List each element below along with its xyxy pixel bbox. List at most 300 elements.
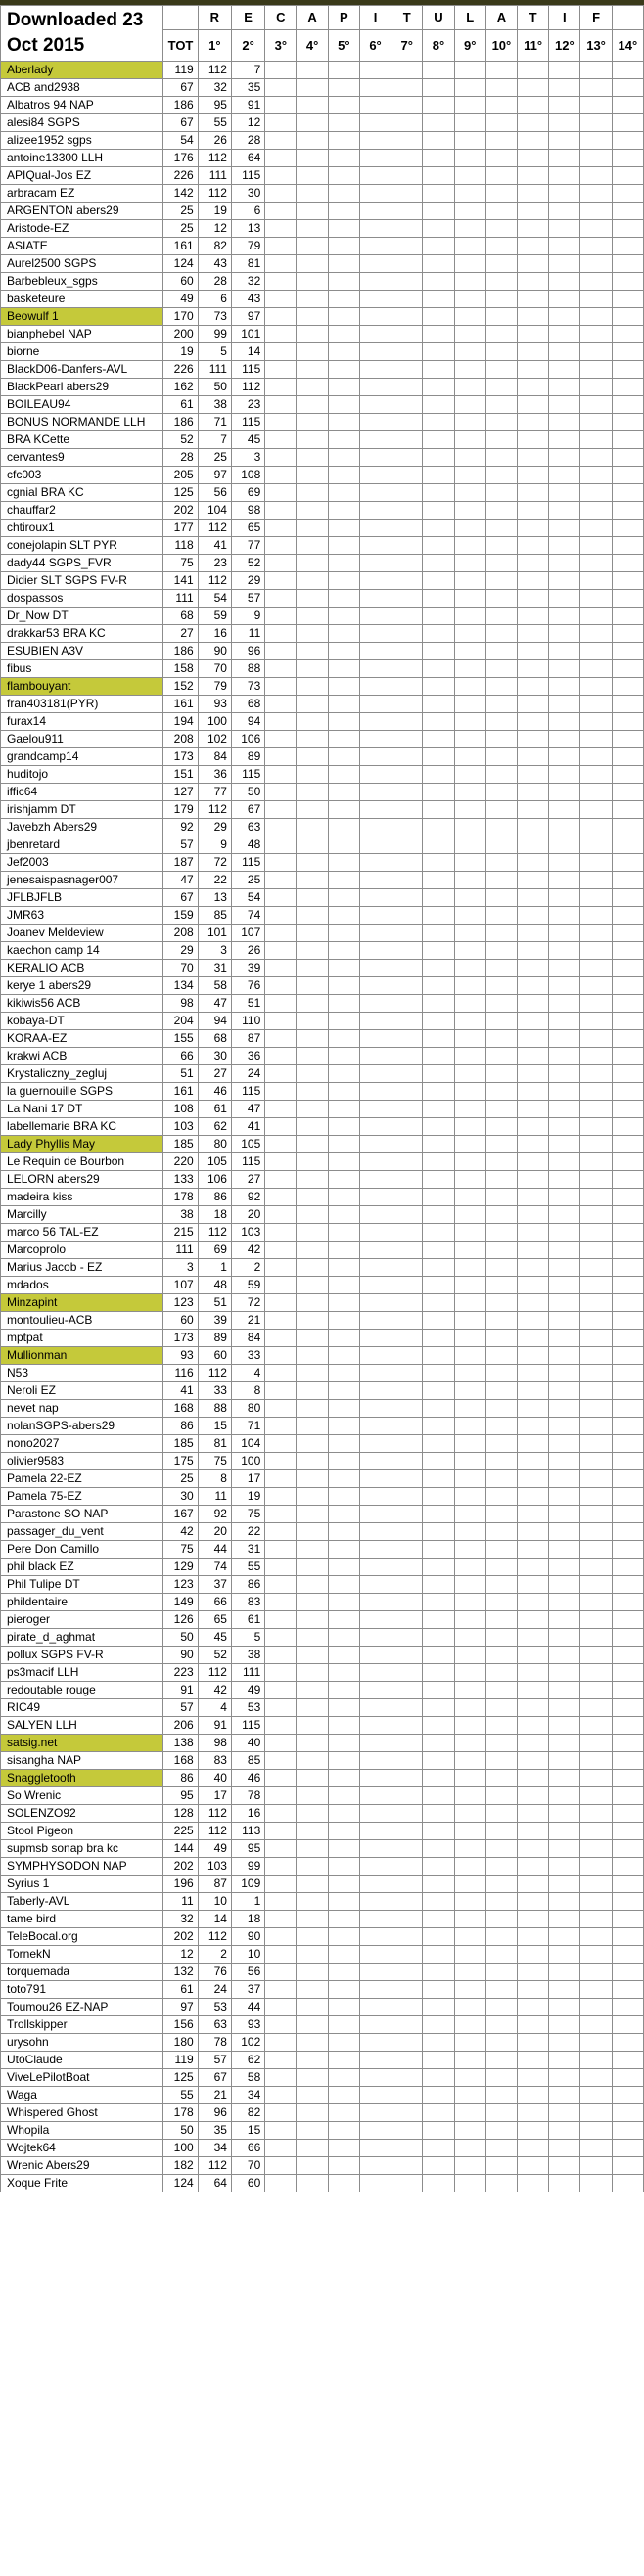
skipper-name: toto791	[1, 1981, 163, 1999]
empty-round-cell	[454, 1206, 485, 1224]
empty-round-cell	[359, 590, 391, 608]
empty-round-cell	[423, 1823, 454, 1840]
empty-round-cell	[265, 484, 297, 502]
total-cell: 179	[163, 801, 198, 819]
round-2-cell: 50	[231, 784, 264, 801]
empty-round-cell	[580, 1964, 612, 1981]
empty-round-cell	[485, 1083, 517, 1101]
total-cell: 68	[163, 608, 198, 625]
empty-round-cell	[423, 396, 454, 414]
empty-round-cell	[580, 925, 612, 942]
round-2-cell: 49	[231, 1682, 264, 1699]
skipper-name: Xoque Frite	[1, 2175, 163, 2192]
empty-round-cell	[454, 1506, 485, 1523]
empty-round-cell	[612, 1506, 643, 1523]
recap-letter: A	[485, 6, 517, 30]
round-2-cell: 115	[231, 1153, 264, 1171]
empty-round-cell	[265, 2069, 297, 2087]
empty-round-cell	[359, 520, 391, 537]
empty-round-cell	[485, 1171, 517, 1189]
empty-round-cell	[549, 1470, 580, 1488]
recap-letter: U	[423, 6, 454, 30]
table-row	[1, 1365, 644, 1382]
total-cell: 176	[163, 150, 198, 167]
empty-round-cell	[549, 731, 580, 748]
round-2-cell: 15	[231, 2122, 264, 2140]
empty-round-cell	[485, 1065, 517, 1083]
empty-round-cell	[580, 1911, 612, 1928]
round-2-cell: 108	[231, 467, 264, 484]
empty-round-cell	[518, 1418, 549, 1435]
empty-round-cell	[580, 1312, 612, 1330]
round-1-cell: 3	[198, 942, 231, 960]
empty-round-cell	[423, 273, 454, 291]
empty-round-cell	[580, 449, 612, 467]
empty-round-cell	[549, 942, 580, 960]
empty-round-cell	[328, 291, 359, 308]
empty-round-cell	[580, 555, 612, 572]
empty-round-cell	[549, 520, 580, 537]
empty-round-cell	[518, 1435, 549, 1453]
empty-round-cell	[454, 1013, 485, 1030]
skipper-name: Joanev Meldeview	[1, 925, 163, 942]
table-row	[1, 379, 644, 396]
empty-round-cell	[580, 1418, 612, 1435]
empty-round-cell	[485, 572, 517, 590]
empty-round-cell	[580, 1382, 612, 1400]
round-2-cell: 89	[231, 748, 264, 766]
empty-round-cell	[265, 713, 297, 731]
empty-round-cell	[518, 2034, 549, 2052]
empty-round-cell	[265, 1136, 297, 1153]
empty-round-cell	[265, 1206, 297, 1224]
round-1-cell: 17	[198, 1787, 231, 1805]
total-cell: 194	[163, 713, 198, 731]
empty-round-cell	[423, 1858, 454, 1876]
empty-round-cell	[297, 836, 328, 854]
empty-round-cell	[423, 1770, 454, 1787]
empty-round-cell	[580, 1594, 612, 1611]
round-1-cell: 30	[198, 1048, 231, 1065]
round-2-cell: 115	[231, 361, 264, 379]
skipper-name: phil black EZ	[1, 1559, 163, 1576]
skipper-name: tame bird	[1, 1911, 163, 1928]
round-2-cell: 109	[231, 1876, 264, 1893]
empty-round-cell	[518, 1277, 549, 1294]
table-row	[1, 731, 644, 748]
empty-round-cell	[297, 1594, 328, 1611]
empty-round-cell	[612, 748, 643, 766]
empty-round-cell	[485, 273, 517, 291]
empty-round-cell	[454, 220, 485, 238]
round-1-cell: 51	[198, 1294, 231, 1312]
empty-round-cell	[359, 431, 391, 449]
empty-round-cell	[580, 1787, 612, 1805]
empty-round-cell	[580, 696, 612, 713]
round-2-cell: 68	[231, 696, 264, 713]
empty-round-cell	[580, 1153, 612, 1171]
total-cell: 202	[163, 1858, 198, 1876]
empty-round-cell	[328, 1647, 359, 1664]
empty-round-cell	[359, 572, 391, 590]
round-1-cell: 112	[198, 150, 231, 167]
empty-round-cell	[549, 1893, 580, 1911]
empty-round-cell	[612, 167, 643, 185]
empty-round-cell	[454, 431, 485, 449]
empty-round-cell	[391, 643, 423, 660]
empty-round-cell	[423, 660, 454, 678]
empty-round-cell	[454, 114, 485, 132]
round-1-cell: 99	[198, 326, 231, 343]
empty-round-cell	[580, 1506, 612, 1523]
empty-round-cell	[549, 836, 580, 854]
empty-round-cell	[580, 608, 612, 625]
empty-round-cell	[265, 1259, 297, 1277]
total-cell: 47	[163, 872, 198, 889]
empty-round-cell	[328, 1048, 359, 1065]
empty-round-cell	[328, 872, 359, 889]
empty-round-cell	[485, 220, 517, 238]
empty-round-cell	[265, 1400, 297, 1418]
skipper-name: KERALIO ACB	[1, 960, 163, 977]
empty-round-cell	[423, 1083, 454, 1101]
skipper-name: nono2027	[1, 1435, 163, 1453]
empty-round-cell	[549, 414, 580, 431]
empty-round-cell	[423, 1876, 454, 1893]
empty-round-cell	[423, 484, 454, 502]
empty-round-cell	[454, 1576, 485, 1594]
empty-round-cell	[580, 114, 612, 132]
empty-round-cell	[518, 1699, 549, 1717]
empty-round-cell	[265, 220, 297, 238]
skipper-name: labellemarie BRA KC	[1, 1118, 163, 1136]
round-2-cell: 1	[231, 1893, 264, 1911]
empty-round-cell	[423, 1312, 454, 1330]
skipper-name: ps3macif LLH	[1, 1664, 163, 1682]
empty-round-cell	[549, 1752, 580, 1770]
skipper-name: torquemada	[1, 1964, 163, 1981]
empty-round-cell	[454, 1717, 485, 1735]
empty-round-cell	[359, 1999, 391, 2016]
empty-round-cell	[359, 2016, 391, 2034]
empty-round-cell	[518, 1065, 549, 1083]
empty-round-cell	[612, 907, 643, 925]
empty-round-cell	[454, 449, 485, 467]
empty-round-cell	[518, 255, 549, 273]
round-1-cell: 19	[198, 203, 231, 220]
table-row	[1, 1242, 644, 1259]
empty-round-cell	[454, 2087, 485, 2104]
empty-round-cell	[580, 1647, 612, 1664]
empty-round-cell	[328, 1541, 359, 1559]
empty-round-cell	[423, 431, 454, 449]
empty-round-cell	[423, 1259, 454, 1277]
table-row	[1, 396, 644, 414]
empty-round-cell	[454, 1823, 485, 1840]
empty-round-cell	[580, 1735, 612, 1752]
empty-round-cell	[518, 1118, 549, 1136]
empty-round-cell	[612, 1858, 643, 1876]
empty-round-cell	[359, 625, 391, 643]
table-row	[1, 608, 644, 625]
table-row	[1, 2034, 644, 2052]
empty-round-cell	[359, 1876, 391, 1893]
empty-round-cell	[265, 572, 297, 590]
round-2-cell: 105	[231, 1136, 264, 1153]
round-2-cell: 8	[231, 1382, 264, 1400]
empty-round-cell	[549, 1911, 580, 1928]
empty-round-cell	[391, 854, 423, 872]
round-2-cell: 25	[231, 872, 264, 889]
round-2-cell: 115	[231, 1083, 264, 1101]
recap-letter: A	[297, 6, 328, 30]
empty-round-cell	[423, 1699, 454, 1717]
empty-round-cell	[328, 1876, 359, 1893]
empty-round-cell	[297, 819, 328, 836]
empty-round-cell	[454, 1664, 485, 1682]
empty-round-cell	[485, 2034, 517, 2052]
round-1-cell: 111	[198, 361, 231, 379]
empty-round-cell	[297, 1030, 328, 1048]
empty-round-cell	[391, 1030, 423, 1048]
empty-round-cell	[423, 255, 454, 273]
empty-round-cell	[580, 1541, 612, 1559]
empty-round-cell	[580, 572, 612, 590]
empty-round-cell	[391, 1893, 423, 1911]
empty-round-cell	[265, 625, 297, 643]
empty-round-cell	[454, 1294, 485, 1312]
empty-round-cell	[549, 1787, 580, 1805]
empty-round-cell	[485, 62, 517, 79]
table-row	[1, 1647, 644, 1664]
empty-round-cell	[518, 1964, 549, 1981]
round-1-cell: 18	[198, 1206, 231, 1224]
skipper-name: So Wrenic	[1, 1787, 163, 1805]
skipper-name: flambouyant	[1, 678, 163, 696]
empty-round-cell	[328, 308, 359, 326]
page-title: Downloaded 23 Oct 2015	[1, 6, 163, 62]
skipper-name: basketeure	[1, 291, 163, 308]
empty-round-cell	[454, 907, 485, 925]
empty-round-cell	[265, 854, 297, 872]
table-row	[1, 1893, 644, 1911]
empty-round-cell	[580, 1611, 612, 1629]
empty-round-cell	[297, 1787, 328, 1805]
empty-round-cell	[423, 62, 454, 79]
round-2-cell: 54	[231, 889, 264, 907]
empty-round-cell	[485, 1435, 517, 1453]
empty-round-cell	[391, 1611, 423, 1629]
total-cell: 170	[163, 308, 198, 326]
round-1-cell: 62	[198, 1118, 231, 1136]
empty-round-cell	[485, 502, 517, 520]
round-2-cell: 115	[231, 414, 264, 431]
empty-round-cell	[359, 1083, 391, 1101]
total-cell: 173	[163, 1330, 198, 1347]
empty-round-cell	[454, 326, 485, 343]
empty-round-cell	[549, 132, 580, 150]
empty-round-cell	[265, 1999, 297, 2016]
empty-round-cell	[391, 836, 423, 854]
empty-round-cell	[580, 1717, 612, 1735]
empty-round-cell	[454, 1453, 485, 1470]
skipper-name: pollux SGPS FV-R	[1, 1647, 163, 1664]
empty-round-cell	[423, 625, 454, 643]
empty-round-cell	[485, 1312, 517, 1330]
skipper-name: Javebzh Abers29	[1, 819, 163, 836]
empty-round-cell	[549, 1576, 580, 1594]
empty-round-cell	[549, 484, 580, 502]
empty-round-cell	[328, 414, 359, 431]
empty-round-cell	[518, 2087, 549, 2104]
empty-round-cell	[518, 1506, 549, 1523]
empty-round-cell	[580, 1294, 612, 1312]
empty-round-cell	[423, 238, 454, 255]
skipper-name: Jef2003	[1, 854, 163, 872]
empty-round-cell	[485, 678, 517, 696]
empty-round-cell	[612, 308, 643, 326]
empty-round-cell	[265, 1277, 297, 1294]
empty-round-cell	[265, 291, 297, 308]
empty-round-cell	[612, 1470, 643, 1488]
empty-round-cell	[612, 1541, 643, 1559]
total-cell: 41	[163, 1382, 198, 1400]
empty-round-cell	[297, 1382, 328, 1400]
empty-round-cell	[485, 713, 517, 731]
table-row	[1, 1823, 644, 1840]
empty-round-cell	[328, 132, 359, 150]
round-1-cell: 112	[198, 1928, 231, 1946]
round-1-cell: 73	[198, 308, 231, 326]
empty-round-cell	[580, 2175, 612, 2192]
empty-round-cell	[612, 1770, 643, 1787]
empty-round-cell	[612, 502, 643, 520]
empty-round-cell	[549, 1717, 580, 1735]
empty-round-cell	[612, 1647, 643, 1664]
skipper-name: cgnial BRA KC	[1, 484, 163, 502]
skipper-name: fran403181(PYR)	[1, 696, 163, 713]
table-row	[1, 1981, 644, 1999]
total-cell: 55	[163, 2087, 198, 2104]
empty-round-cell	[423, 1453, 454, 1470]
empty-round-cell	[485, 167, 517, 185]
empty-round-cell	[359, 308, 391, 326]
empty-round-cell	[518, 502, 549, 520]
table-row	[1, 1506, 644, 1523]
empty-round-cell	[423, 379, 454, 396]
total-cell: 205	[163, 467, 198, 484]
skipper-name: TeleBocal.org	[1, 1928, 163, 1946]
empty-round-cell	[265, 343, 297, 361]
empty-round-cell	[391, 1752, 423, 1770]
skipper-name: cfc003	[1, 467, 163, 484]
empty-round-cell	[580, 1206, 612, 1224]
empty-round-cell	[328, 537, 359, 555]
total-cell: 19	[163, 343, 198, 361]
empty-round-cell	[359, 379, 391, 396]
recap-letter: T	[518, 6, 549, 30]
empty-round-cell	[391, 889, 423, 907]
table-row	[1, 678, 644, 696]
empty-round-cell	[391, 608, 423, 625]
empty-round-cell	[580, 2140, 612, 2157]
empty-round-cell	[518, 854, 549, 872]
empty-round-cell	[454, 819, 485, 836]
empty-round-cell	[423, 1928, 454, 1946]
empty-round-cell	[359, 343, 391, 361]
empty-round-cell	[518, 97, 549, 114]
empty-round-cell	[391, 291, 423, 308]
empty-round-cell	[485, 1224, 517, 1242]
empty-round-cell	[612, 1699, 643, 1717]
empty-round-cell	[297, 1224, 328, 1242]
skipper-name: mdados	[1, 1277, 163, 1294]
round-1-cell: 81	[198, 1435, 231, 1453]
round-1-cell: 34	[198, 2140, 231, 2157]
skipper-name: APIQual-Jos EZ	[1, 167, 163, 185]
empty-round-cell	[391, 1277, 423, 1294]
total-cell: 50	[163, 1629, 198, 1647]
skipper-name: ViveLePilotBoat	[1, 2069, 163, 2087]
recap-table	[0, 5, 644, 2192]
empty-round-cell	[265, 2157, 297, 2175]
round-1-cell: 29	[198, 819, 231, 836]
empty-round-cell	[423, 1382, 454, 1400]
empty-round-cell	[485, 1136, 517, 1153]
empty-round-cell	[297, 1559, 328, 1576]
empty-round-cell	[423, 1065, 454, 1083]
round-2-cell: 5	[231, 1629, 264, 1647]
total-cell: 54	[163, 132, 198, 150]
empty-round-cell	[328, 660, 359, 678]
empty-round-cell	[580, 942, 612, 960]
total-cell: 127	[163, 784, 198, 801]
empty-round-cell	[612, 1171, 643, 1189]
empty-round-cell	[265, 150, 297, 167]
empty-round-cell	[265, 1294, 297, 1312]
empty-round-cell	[580, 2122, 612, 2140]
empty-round-cell	[549, 326, 580, 343]
empty-round-cell	[485, 1242, 517, 1259]
empty-round-cell	[265, 731, 297, 748]
empty-round-cell	[518, 696, 549, 713]
empty-round-cell	[265, 1699, 297, 1717]
empty-round-cell	[485, 696, 517, 713]
empty-round-cell	[518, 1752, 549, 1770]
empty-round-cell	[391, 1118, 423, 1136]
empty-round-cell	[612, 1999, 643, 2016]
empty-round-cell	[423, 1647, 454, 1664]
empty-round-cell	[612, 608, 643, 625]
skipper-name: Marcoprolo	[1, 1242, 163, 1259]
empty-round-cell	[265, 1365, 297, 1382]
round-2-cell: 113	[231, 1823, 264, 1840]
empty-round-cell	[549, 1400, 580, 1418]
empty-round-cell	[265, 502, 297, 520]
table-row	[1, 167, 644, 185]
empty-round-cell	[328, 748, 359, 766]
round-2-cell: 115	[231, 766, 264, 784]
round-2-cell: 100	[231, 1453, 264, 1470]
empty-round-cell	[265, 379, 297, 396]
empty-round-cell	[359, 220, 391, 238]
empty-round-cell	[454, 1101, 485, 1118]
round-1-cell: 112	[198, 2157, 231, 2175]
empty-round-cell	[549, 696, 580, 713]
skipper-name: Snaggletooth	[1, 1770, 163, 1787]
table-row	[1, 1858, 644, 1876]
empty-round-cell	[580, 1488, 612, 1506]
